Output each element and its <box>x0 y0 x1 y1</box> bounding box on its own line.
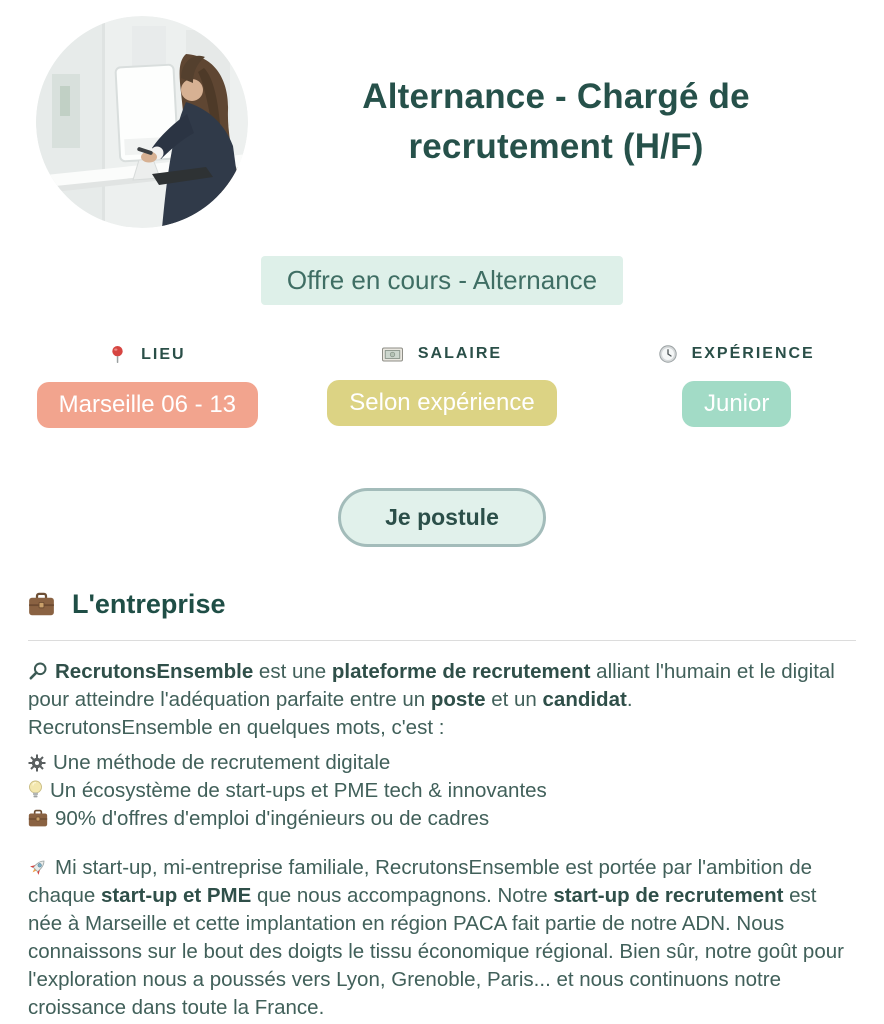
location-badge: Marseille 06 - 13 <box>37 382 258 428</box>
page-title: Alternance - Chargé de recrutement (H/F) <box>362 77 750 166</box>
text-segment: . <box>626 688 633 711</box>
list-item-text: Un écosystème de start-ups et PME tech & innovantes <box>50 779 547 802</box>
pin-icon <box>109 345 126 364</box>
feature-list <box>28 749 856 833</box>
status-row <box>0 256 884 305</box>
lightbulb-icon <box>28 780 43 800</box>
text-segment: est une <box>253 660 332 683</box>
magnifier-icon <box>28 661 48 681</box>
text-segment: plateforme de recrutement <box>331 660 591 683</box>
intro-paragraph <box>28 658 856 742</box>
company-heading-text: L'entreprise <box>72 589 226 619</box>
status-badge: Offre en cours - Alternance <box>261 256 623 305</box>
text-segment: alliant l'humain et le digital pour atteindre l'adéquation parfaite entre un <box>28 660 835 711</box>
clock-icon <box>659 345 677 363</box>
list-item <box>28 805 856 833</box>
rocket-icon <box>28 857 48 877</box>
salary-label-text: SALAIRE <box>417 345 503 362</box>
list-item <box>28 749 856 777</box>
briefcase-icon <box>28 592 55 617</box>
meta-experience <box>589 345 884 428</box>
text-segment: et un <box>485 688 543 711</box>
meta-salary <box>295 345 590 428</box>
text-segment: poste <box>430 688 486 711</box>
section-divider <box>28 640 856 641</box>
location-label <box>109 345 185 364</box>
briefcase-icon <box>28 809 48 828</box>
gear-icon <box>28 754 46 772</box>
text-segment: start-up de recrutement <box>553 884 784 907</box>
salary-label <box>382 345 502 363</box>
text-segment: RecrutonsEnsemble en quelques mots, c'est : <box>28 716 445 739</box>
text-segment: start-up et PME <box>100 884 252 907</box>
text-segment: candidat <box>542 688 627 711</box>
text-segment: RecrutonsEnsemble <box>55 660 254 683</box>
text-segment: que nous accompagnons. Notre <box>251 884 554 907</box>
job-meta-row <box>0 345 884 428</box>
salary-badge: Selon expérience <box>327 380 556 426</box>
apply-button[interactable]: Je postule <box>338 488 546 547</box>
list-item-text: 90% d'offres d'emploi d'ingénieurs ou de cadres <box>55 807 490 830</box>
company-section-title <box>28 589 856 620</box>
list-item <box>28 777 856 805</box>
company-photo <box>36 16 248 228</box>
location-label-text: LIEU <box>141 345 186 363</box>
experience-badge: Junior <box>682 381 791 427</box>
list-item-text: Une méthode de recrutement digitale <box>53 751 391 774</box>
meta-location <box>0 345 295 428</box>
experience-label-text: EXPÉRIENCE <box>691 345 815 362</box>
text-segment: est née à Marseille et cette implantation en région PACA fait partie de notre ADN. Nous connaissons sur le bout des doigts le tissu économique régional. Bien sûr, notre goût pour l'exploration nous a poussés vers Lyon, Grenoble, Paris... et nous continuons notre croissance dans toute la France. <box>28 884 844 1019</box>
banknote-icon <box>382 347 403 362</box>
experience-label <box>659 345 815 363</box>
company-section <box>28 589 856 1022</box>
text-segment: Mi start-up, mi-entreprise familiale, RecrutonsEnsemble est portée par l'ambition de chaque <box>28 856 813 907</box>
cta-row <box>0 488 884 547</box>
about-paragraph <box>28 854 856 1022</box>
hero-header <box>0 0 884 228</box>
